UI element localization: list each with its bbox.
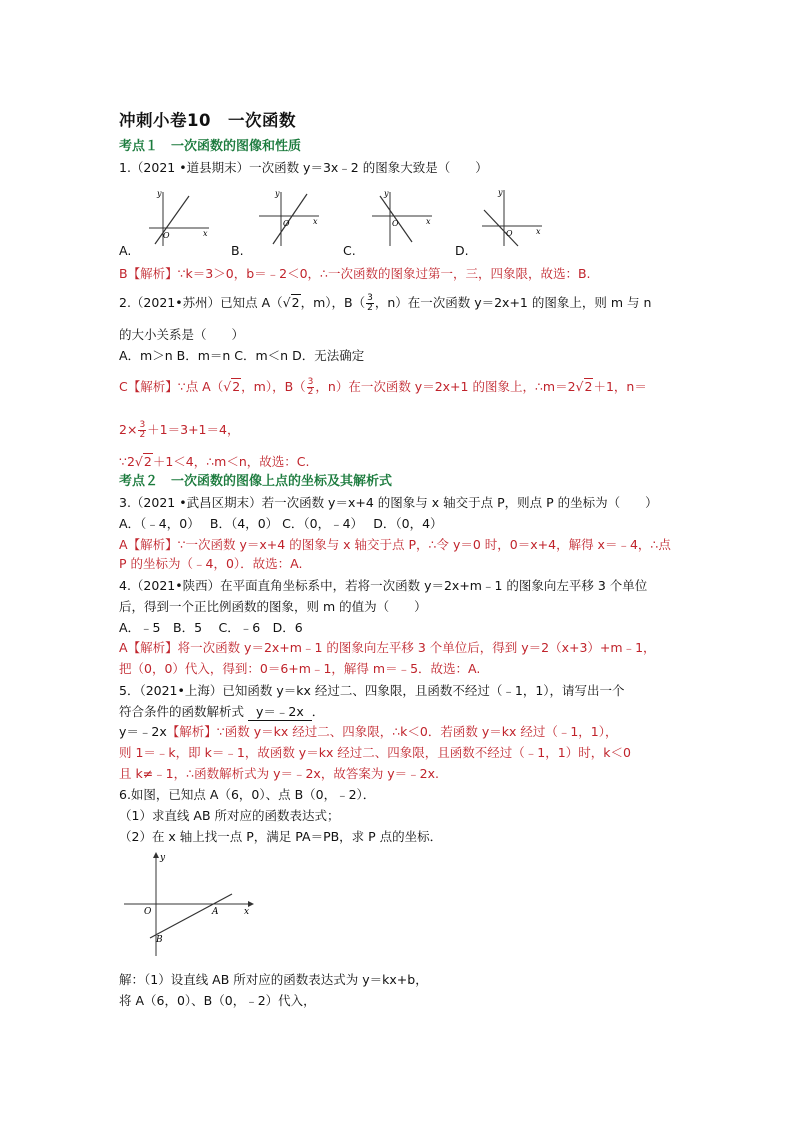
answer-tag: 【解析】 bbox=[127, 537, 178, 552]
axis-y-label: y bbox=[384, 189, 389, 198]
page-title: 冲刺小卷10 一次函数 bbox=[119, 111, 296, 130]
q6-stem-line3: （2）在 x 轴上找一点 P，满足 PA＝PB，求 P 点的坐标． bbox=[119, 829, 443, 844]
text: y＝﹣2x bbox=[119, 724, 167, 739]
q1-option-b: B. bbox=[231, 243, 244, 258]
text: ＋1，n＝ bbox=[593, 379, 647, 394]
q1-option-a: A. bbox=[119, 243, 132, 258]
q5-stem-line2 bbox=[119, 704, 324, 721]
q6-solution-line2: 将 A（6，0）、B（0，﹣2）代入， bbox=[119, 993, 316, 1008]
q5-answer-blank: y＝﹣2x bbox=[248, 704, 312, 721]
axis-y-label: y bbox=[157, 189, 162, 198]
answer-letter: C bbox=[119, 379, 128, 394]
fraction-3-2: $\frac{3}{2}$ bbox=[307, 377, 314, 397]
q3-stem: 3.（2021 •武昌区期末）若一次函数 y＝x+4 的图象与 x 轴交于点 P，则点 P 的坐标为（ ） bbox=[119, 495, 658, 510]
q2-stem-line2: 的大小关系是（ ） bbox=[119, 327, 245, 342]
fraction-3-2: $\frac{3}{2}$ bbox=[367, 293, 373, 313]
q5-answer-line2: 则 1＝﹣k，即 k＝﹣1，故函数 y＝kx 经过二、四象限，且函数不经过（﹣1，1）时，k＜0 bbox=[119, 745, 631, 760]
text: ∵函数 y＝kx 经过二、四象限，∴k＜0．若函数 y＝kx 经过（﹣1，1）， bbox=[216, 724, 618, 739]
sqrt-2: √2 bbox=[223, 379, 241, 394]
origin-label: O bbox=[144, 907, 152, 917]
q1-answer bbox=[119, 266, 591, 282]
q4-stem-line1: 4.（2021•陕西）在平面直角坐标系中，若将一次函数 y＝2x+m﹣1 的图象向左平移 3 个单位 bbox=[119, 578, 648, 593]
axis-x-label: x bbox=[203, 229, 208, 238]
fraction-3-2: $\frac{3}{2}$ bbox=[139, 420, 146, 440]
q5-stem-line1: 5．（2021•上海）已知函数 y＝kx 经过二、四象限，且函数不经过（﹣1，1），请写出一个 bbox=[119, 683, 625, 698]
q5-answer-line1 bbox=[119, 724, 617, 740]
text: ＋1＝3+1＝4， bbox=[147, 422, 240, 437]
sqrt-2: √2 bbox=[282, 295, 300, 310]
text: ∵一次函数 y＝x+4 的图象与 x 轴交于点 P，∴令 y＝0 时，0＝x+4，解得 x＝﹣4，∴点 bbox=[177, 537, 671, 552]
section-heading-2: 考点２ 一次函数的图像上点的坐标及其解析式 bbox=[119, 474, 393, 489]
q2-solution-line2 bbox=[119, 421, 239, 440]
text: ∵2 bbox=[119, 454, 135, 469]
text: ＋1＜4，∴m＜n，故选：C. bbox=[152, 454, 310, 469]
text: ，m），B（ bbox=[241, 379, 306, 394]
q6-graph bbox=[120, 850, 260, 960]
sqrt-2: √2 bbox=[575, 379, 593, 394]
q4-stem-line2: 后，得到一个正比例函数的图象，则 m 的值为（ ） bbox=[119, 599, 427, 614]
q6-solution-line1: 解：（1）设直线 AB 所对应的函数表达式为 y＝kx+b， bbox=[119, 972, 428, 987]
answer-letter: A bbox=[119, 537, 128, 552]
q2-stem-line1 bbox=[119, 294, 651, 313]
answer-tag: 【解析】 bbox=[127, 379, 178, 394]
section-heading-1: 考点１ 一次函数的图像和性质 bbox=[119, 139, 302, 154]
text: ，m），B（ bbox=[300, 295, 366, 310]
point-a-label: A bbox=[212, 907, 219, 917]
text: 符合条件的函数解析式 bbox=[119, 704, 245, 719]
text: 2.（2021•苏州）已知点 A（ bbox=[119, 295, 283, 310]
axis-y-label: y bbox=[498, 188, 503, 197]
text: 2× bbox=[119, 422, 138, 437]
q3-answer-line2: P 的坐标为（﹣4，0）．故选：A. bbox=[119, 556, 303, 571]
q3-answer-line1 bbox=[119, 537, 671, 553]
text: ，n）在一次函数 y＝2x+1 的图象上，则 m 与 n bbox=[374, 295, 652, 310]
answer-letter: B bbox=[119, 266, 128, 281]
axis-x-label: x bbox=[536, 227, 541, 236]
axis-x-label: x bbox=[244, 907, 250, 917]
text: 将一次函数 y＝2x+m﹣1 的图象向左平移 3 个单位后，得到 y＝2（x+3）+m﹣1， bbox=[177, 640, 656, 655]
q1-option-d: D. bbox=[455, 243, 469, 258]
q3-options: A．（﹣4，0） B．（4，0） C．（0，﹣4） D．（0，4） bbox=[119, 516, 443, 531]
text: ∵点 A（ bbox=[177, 379, 224, 394]
text: ，n）在一次函数 y＝2x+1 的图象上，∴m＝2 bbox=[315, 379, 576, 394]
answer-tag: 【解析】 bbox=[166, 724, 217, 739]
q6-stem-line2: （1）求直线 AB 所对应的函数表达式； bbox=[119, 808, 340, 823]
origin-label: O bbox=[506, 229, 513, 238]
q2-options: A．m＞n B．m＝n C．m＜n D．无法确定 bbox=[119, 348, 365, 363]
q4-answer-line2: 把（0，0）代入，得到：0＝6+m﹣1，解得 m＝﹣5．故选：A. bbox=[119, 661, 481, 676]
q2-solution-line1 bbox=[119, 378, 647, 397]
q1-option-c: C. bbox=[343, 243, 356, 258]
point-b-label: B bbox=[156, 935, 163, 945]
q1-graph-b bbox=[255, 186, 325, 250]
answer-text: ∵k＝3＞0，b＝﹣2＜0，∴一次函数的图象过第一，三，四象限，故选：B. bbox=[177, 266, 591, 281]
axis-x-label: x bbox=[313, 217, 318, 226]
q4-options: A．﹣5 B．5 C．﹣6 D．6 bbox=[119, 620, 303, 635]
answer-tag: 【解析】 bbox=[127, 266, 178, 281]
axis-y-label: y bbox=[275, 189, 280, 198]
origin-label: O bbox=[163, 231, 170, 240]
q2-solution-line3 bbox=[119, 454, 310, 470]
answer-letter: A bbox=[119, 640, 128, 655]
text: ． bbox=[311, 704, 325, 719]
axis-x-label: x bbox=[426, 217, 431, 226]
q4-answer-line1 bbox=[119, 640, 656, 656]
sqrt-2: √2 bbox=[134, 454, 152, 469]
q1-graph-d bbox=[478, 186, 548, 250]
origin-label: O bbox=[283, 219, 290, 228]
q5-answer-line3: 且 k≠﹣1，∴函数解析式为 y＝﹣2x，故答案为 y＝﹣2x. bbox=[119, 766, 440, 781]
q1-stem: 1.（2021 •道县期末）一次函数 y＝3x﹣2 的图象大致是（ ） bbox=[119, 160, 488, 175]
q1-graph-a bbox=[145, 186, 215, 250]
q6-stem-line1: 6.如图，已知点 A（6，0）、点 B（0，﹣2）． bbox=[119, 787, 376, 802]
origin-label: O bbox=[392, 219, 399, 228]
axis-y-label: y bbox=[160, 853, 166, 863]
q1-graph-c bbox=[368, 186, 438, 250]
answer-tag: 【解析】 bbox=[127, 640, 178, 655]
